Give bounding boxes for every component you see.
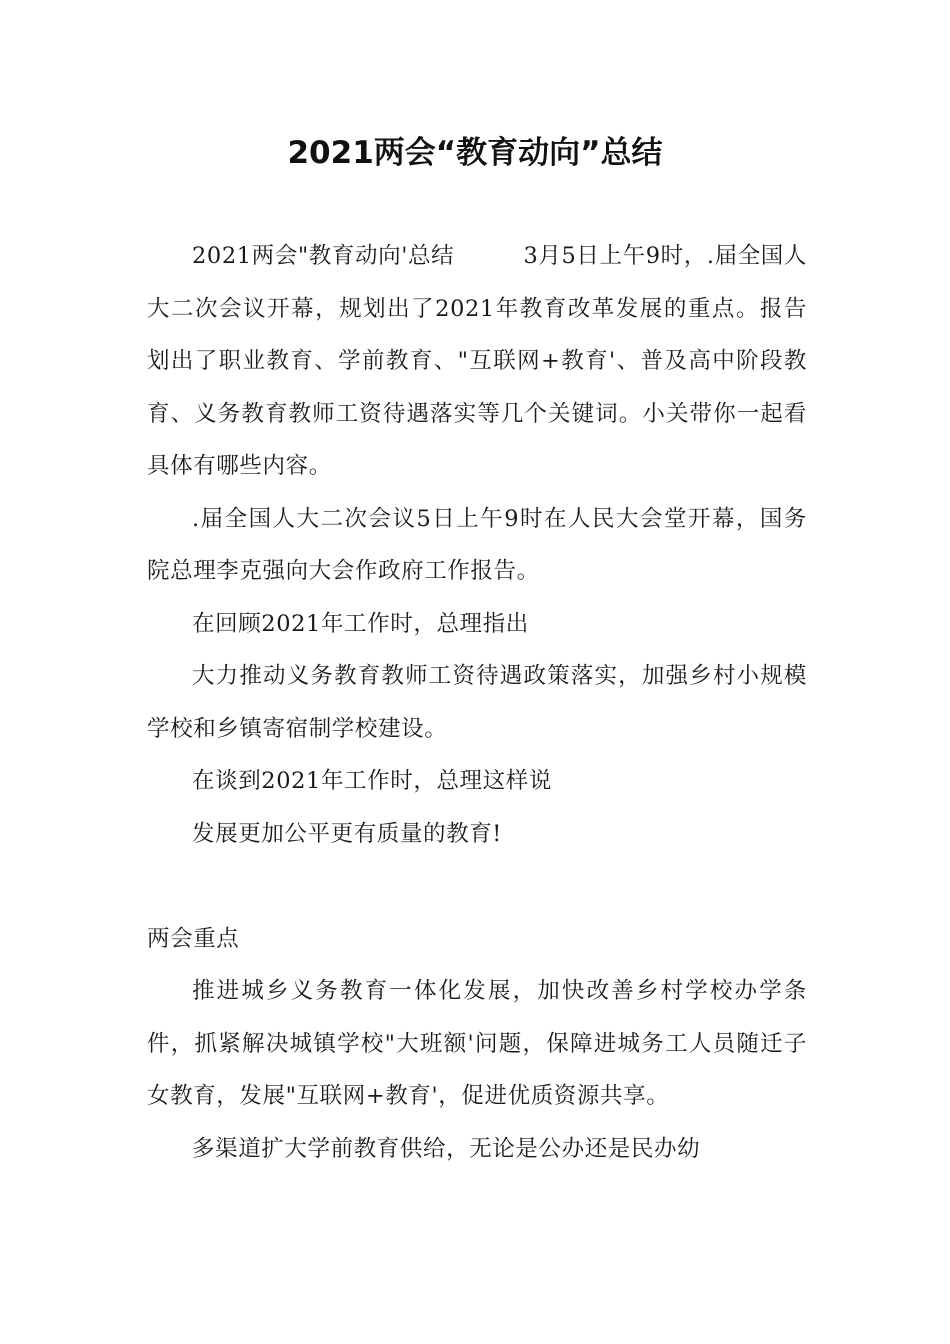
paragraph-spacer xyxy=(147,860,807,913)
section-heading: 两会重点 xyxy=(147,925,240,952)
section-paragraph: 推进城乡义务教育一体化发展，加快改善乡村学校办学条件，抓紧解决城镇学校"大班额'问题，保障进城务工人员随迁子女教育，发展"互联网+教育'，促进优质资源共享。 xyxy=(147,978,807,1109)
paragraph-review-lead: 在回顾2021年工作时，总理指出 xyxy=(192,610,529,637)
paragraph-plan-content: 发展更加公平更有质量的教育! xyxy=(192,820,502,847)
paragraph-intro: 2021两会"教育动向'总结 3月5日上午9时，.届全国人大二次会议开幕，规划出了2021年教育改革发展的重点。报告划出了职业教育、学前教育、"互联网+教育'、普及高中阶段教育、义务教育教师工资待遇落实等几个关键词。小关带你一起看具体有哪些内容。 xyxy=(147,243,807,479)
paragraph-review-content: 大力推动义务教育教师工资待遇政策落实，加强乡村小规模学校和乡镇寄宿制学校建设。 xyxy=(147,663,807,742)
section-paragraph: 多渠道扩大学前教育供给，无论是公办还是民办幼 xyxy=(192,1135,701,1162)
document-body xyxy=(147,230,807,1175)
document-title: 2021两会“教育动向”总结 xyxy=(287,135,663,171)
paragraph-plan-lead: 在谈到2021年工作时，总理这样说 xyxy=(192,768,552,794)
paragraph-opening: .届全国人大二次会议5日上午9时在人民大会堂开幕，国务院总理李克强向大会作政府工作报告。 xyxy=(147,505,807,584)
